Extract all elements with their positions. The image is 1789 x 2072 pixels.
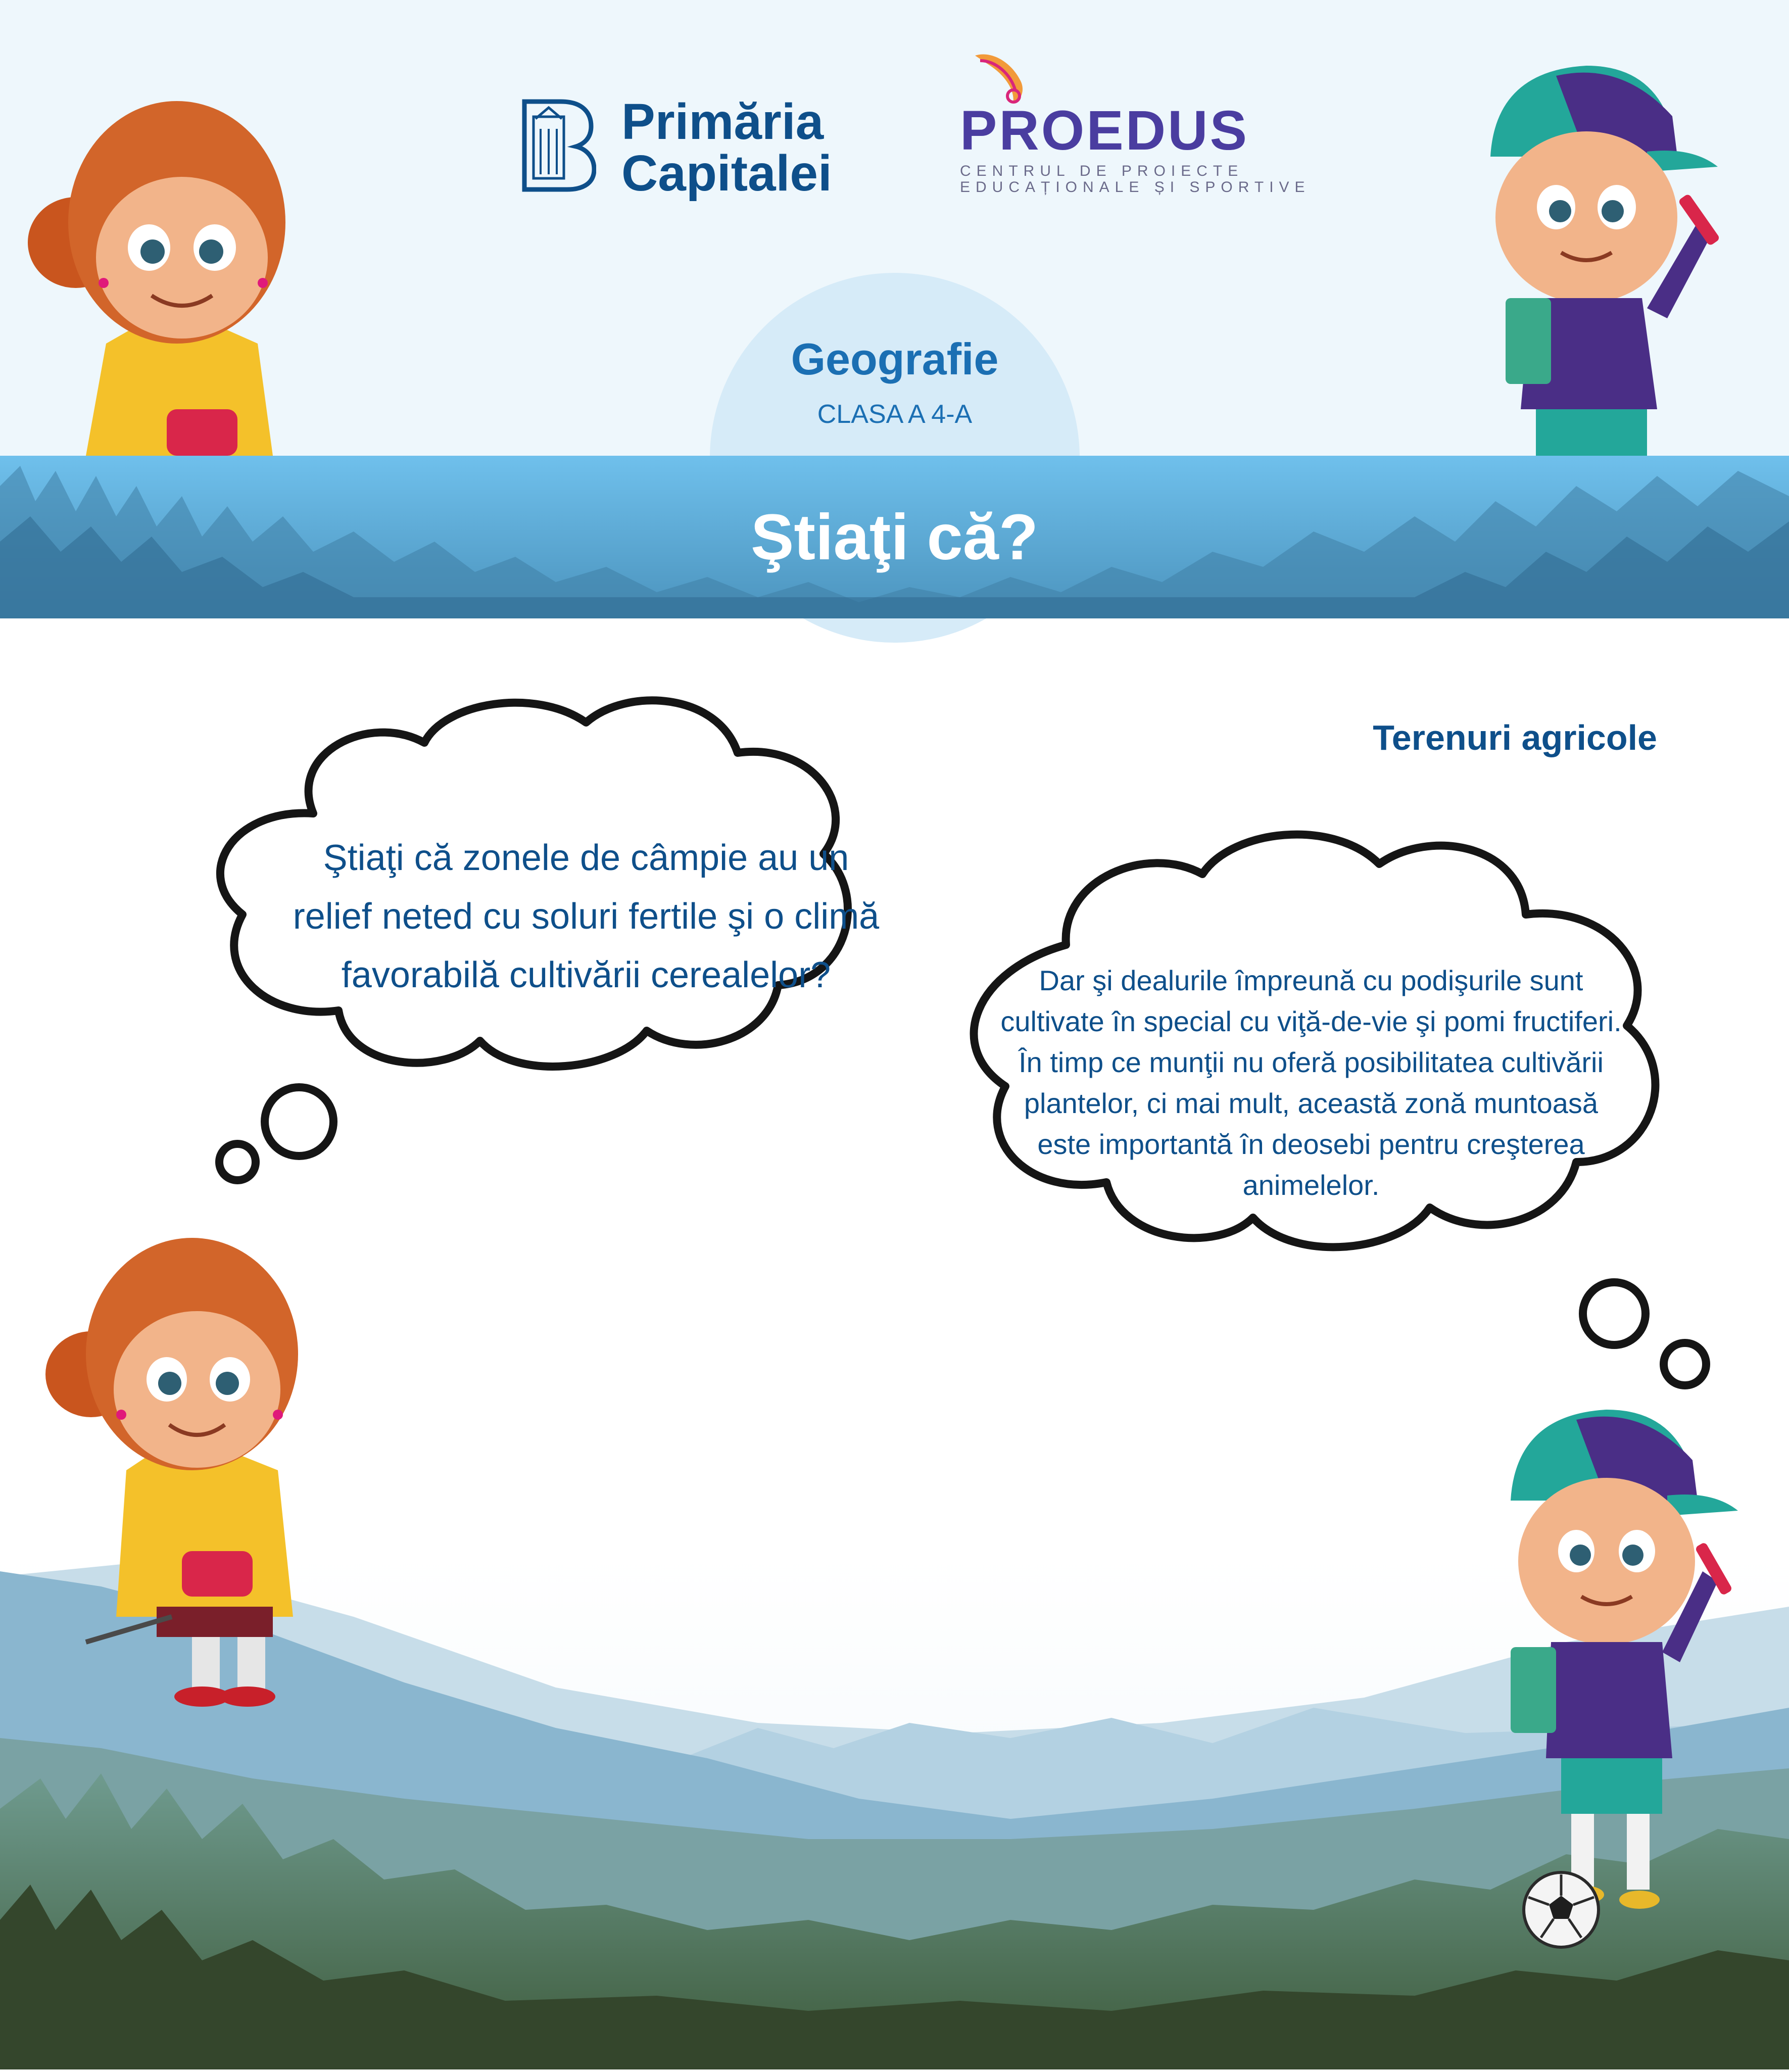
bubble-2-text: Dar şi dealurile împreună cu podişurile sunt cultivate în special cu viţă-de-vie şi pomi fructiferi. În timp ce munţii nu oferă posibilitatea cultivării plantelor, ci mai mult, această zonă muntoasă este importantă în deosebi pentru creşterea animelelor. bbox=[1000, 965, 1622, 1201]
girl-character-illustration bbox=[20, 61, 333, 456]
bubble-1-text: Ştiaţi că zonele de câmpie au un relief neted cu soluri fertile şi o climă favorabilă cultivării cerealelor? bbox=[293, 838, 880, 995]
topic-title: Terenuri agricole bbox=[1373, 718, 1657, 757]
banner-title: Ştiaţi că? bbox=[750, 501, 1039, 573]
class-label: CLASA A 4-A bbox=[817, 400, 973, 429]
girl-character-illustration bbox=[40, 1208, 364, 1708]
quill-logo-icon bbox=[970, 51, 1031, 106]
proedus-tagline-1: CENTRUL DE PROIECTE bbox=[960, 163, 1244, 179]
proedus-logo-name: PROEDUS bbox=[960, 100, 1249, 162]
boy-character-illustration bbox=[1485, 1394, 1738, 1940]
soccer-ball-icon bbox=[1521, 1869, 1602, 1950]
boy-character-illustration bbox=[1455, 56, 1743, 456]
city-hall-logo-icon bbox=[520, 99, 596, 192]
proedus-tagline-2: EDUCAȚIONALE ȘI SPORTIVE bbox=[960, 179, 1311, 196]
partner-logo-line-1: Primăria bbox=[621, 93, 824, 150]
partner-logo-line-2: Capitalei bbox=[621, 145, 832, 202]
subject-title: Geografie bbox=[791, 334, 999, 384]
